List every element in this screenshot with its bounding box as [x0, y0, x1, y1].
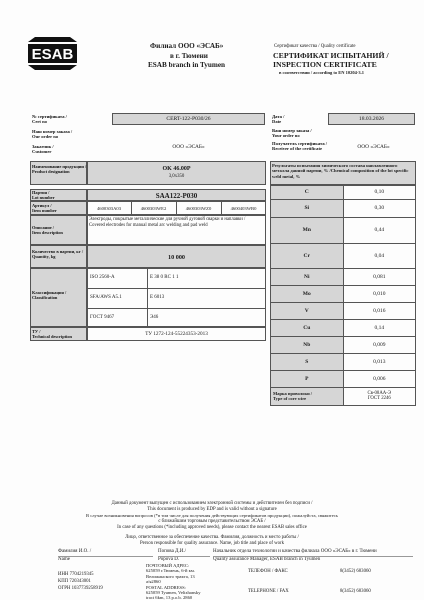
chem-el: C	[271, 185, 344, 199]
kpp: КПП 720343001	[58, 579, 91, 584]
date-label: Дата / Date	[272, 114, 285, 125]
chem-val: 0,013	[343, 353, 415, 370]
cert-quality: Сертификат качества / Quality certificate	[274, 44, 356, 49]
chem-el: Si	[271, 199, 344, 217]
ogrn: ОГРН 1037739258919	[58, 586, 103, 591]
resp-ru: Лицо, ответственное за обеспечение качества. Фамилия, должность и место работы /	[125, 535, 299, 540]
sign-name-en: Popova D.	[158, 557, 180, 562]
chem-val: 0,14	[343, 319, 415, 336]
tu-label: ТУ / Technical description	[32, 329, 72, 340]
address-en: POSTAL ADDRESS: 625059 Tyumen, Velizhansky tract 6km, 13 p.o.b. 2860	[146, 585, 201, 601]
name-label: Наименование продукции / Product designation	[32, 164, 87, 175]
cert-title-en: INSPECTION CERTIFICATE	[273, 60, 377, 69]
product-name: OK 46.00P	[162, 166, 191, 172]
class-std-1: ISO 2560-A	[90, 275, 115, 280]
wire-label: Марка проволоки / Type of core wire	[271, 387, 344, 405]
branch-ru: Филиал ООО «ЭСАБ»	[150, 42, 224, 50]
desc-value: Электроды, покрытые металлические для ручной дуговой сварки и наплавки / Covered electrodes for manual metal arc welding and pad weld	[89, 217, 246, 228]
article-4: 4600403WB0	[230, 206, 257, 211]
chem-val: 0,10	[343, 185, 415, 199]
sign-role-ru: Начальник отдела технологии и качества филиала ООО «ЭСАБ» в г. Тюмени	[213, 549, 377, 554]
chem-val: 0,010	[343, 285, 415, 302]
phone-label-ru: ТЕЛЕФОН / ФАКС	[248, 569, 288, 574]
chem-el: V	[271, 302, 344, 319]
address-ru: ПОЧТОВЫЙ АДРЕС: 625059 г.Тюмень, 6-й км. Велижанского тракта, 13 а/я2860	[146, 563, 195, 585]
chem-el: Cu	[271, 319, 344, 336]
date-value: 18.03.2026	[358, 116, 385, 122]
resp-en: Person responsible for quality assurance. Name, job title and place of work	[140, 541, 284, 546]
article-3: 4600303WZ0	[185, 206, 212, 211]
sign-role-en: Quality assurance Manager, ESAB branch in Tyumen	[213, 557, 321, 562]
order-label: Наш номер заказа / Our order no	[32, 129, 73, 140]
lot-label: Партия / Lot number	[32, 190, 55, 201]
sign-label-ru: Фамилия И.О. /	[58, 549, 92, 554]
receiver-label: Получатель сертификата / Receiver of the certificate	[272, 141, 328, 152]
chem-val: 0,30	[343, 199, 415, 217]
cert-no-label: № сертификата / Cert no	[32, 114, 67, 125]
inn: ИНН 7704219345	[58, 572, 94, 577]
chem-el: Nb	[271, 336, 344, 353]
contact-en: In case of any questions (*including approved needs), please contact the nearest ESAB sales office	[117, 525, 307, 530]
article-2: 4600303WE2	[140, 206, 167, 211]
class-std-2: SFA/AWS A5.1	[90, 295, 122, 300]
class-val-1: E 38 0 RC 1 1	[150, 275, 179, 280]
chem-val: 0,006	[343, 370, 415, 387]
chem-table	[270, 164, 416, 406]
qty-value: 10 000	[167, 254, 185, 261]
chem-val: 0,016	[343, 302, 415, 319]
customer-value: ООО «ЭСАБ»	[172, 144, 205, 150]
your-order-label: Ваш номер заказа / Your order no	[272, 128, 312, 139]
article-1: 4600303A03	[97, 206, 121, 211]
product-size: 3,0x350	[168, 174, 185, 179]
chem-title: Результаты испытания химического состава наплавленного металла данной партии, % /Chemical composition of the lot specific weld metal, %	[272, 163, 409, 179]
chem-val: 0,081	[343, 268, 415, 285]
class-label: Классификация / Classification	[32, 290, 67, 301]
class-val-2: E 6013	[150, 295, 165, 300]
chem-val: 0,009	[343, 336, 415, 353]
cert-no: CERT-122-P030/26	[166, 116, 211, 122]
edp-en: This document is produced by EDP and is valid without a signature	[147, 507, 277, 512]
sign-name-ru: Попова Д.И./	[158, 549, 186, 554]
article-label: Артикул / Item number	[32, 203, 57, 214]
chem-el: Cr	[271, 243, 344, 268]
edp-ru: Данный документ выпущен с использованием электронной системы и действителен без подписи /	[111, 501, 313, 506]
customer-label: Заказчик / Customer	[32, 144, 54, 155]
qty-label: Количество в партии, кг / Quantity, kg	[32, 249, 84, 260]
chem-el: P	[271, 370, 344, 387]
branch-en: ESAB branch in Tyumen	[148, 61, 226, 69]
name-value-cell	[87, 161, 266, 185]
receiver-value: ООО «ЭСАБ»	[357, 144, 390, 150]
contact-ru-2: с ближайшим торговым представительством ЭСАБ /	[158, 519, 266, 524]
chem-el: S	[271, 353, 344, 370]
chem-val: 0,44	[343, 217, 415, 243]
desc-label: Описание / Item description	[32, 225, 63, 236]
chem-el: Mo	[271, 285, 344, 302]
chem-el: Mn	[271, 217, 344, 243]
contact-ru-1: В случае возникновения вопросов (*в том числе для получения действующих сертификатов продукции), пожалуйста, свяжитесь	[85, 513, 339, 518]
cert-title-ru: СЕРТИФИКАТ ИСПЫТАНИЙ /	[273, 51, 389, 60]
phone-label-en: TELEPHONE / FAX	[248, 589, 289, 594]
phone-value-ru: 8(3452) 683060	[340, 569, 371, 574]
chem-val: 0,04	[343, 243, 415, 268]
chem-el: Ni	[271, 268, 344, 285]
wire-value: Св-08АА-Э ГОСТ 2246	[343, 387, 415, 405]
cert-standard: в соответствии / according to EN 10204-3.1	[279, 70, 364, 75]
phone-value-en: 8(3452) 683060	[340, 589, 371, 594]
sign-label-en: Name	[58, 557, 70, 562]
branch-city-ru: в г. Тюмени	[170, 52, 208, 60]
logo-text: ESAB	[31, 46, 74, 63]
class-std-3: ГОСТ 9467	[90, 315, 115, 320]
tu-value: ТУ 1272-124-55224353-2013	[145, 331, 208, 337]
lot-value: SAA122-P030	[155, 192, 198, 200]
class-val-3: Э46	[150, 315, 159, 320]
esab-logo	[28, 37, 77, 70]
